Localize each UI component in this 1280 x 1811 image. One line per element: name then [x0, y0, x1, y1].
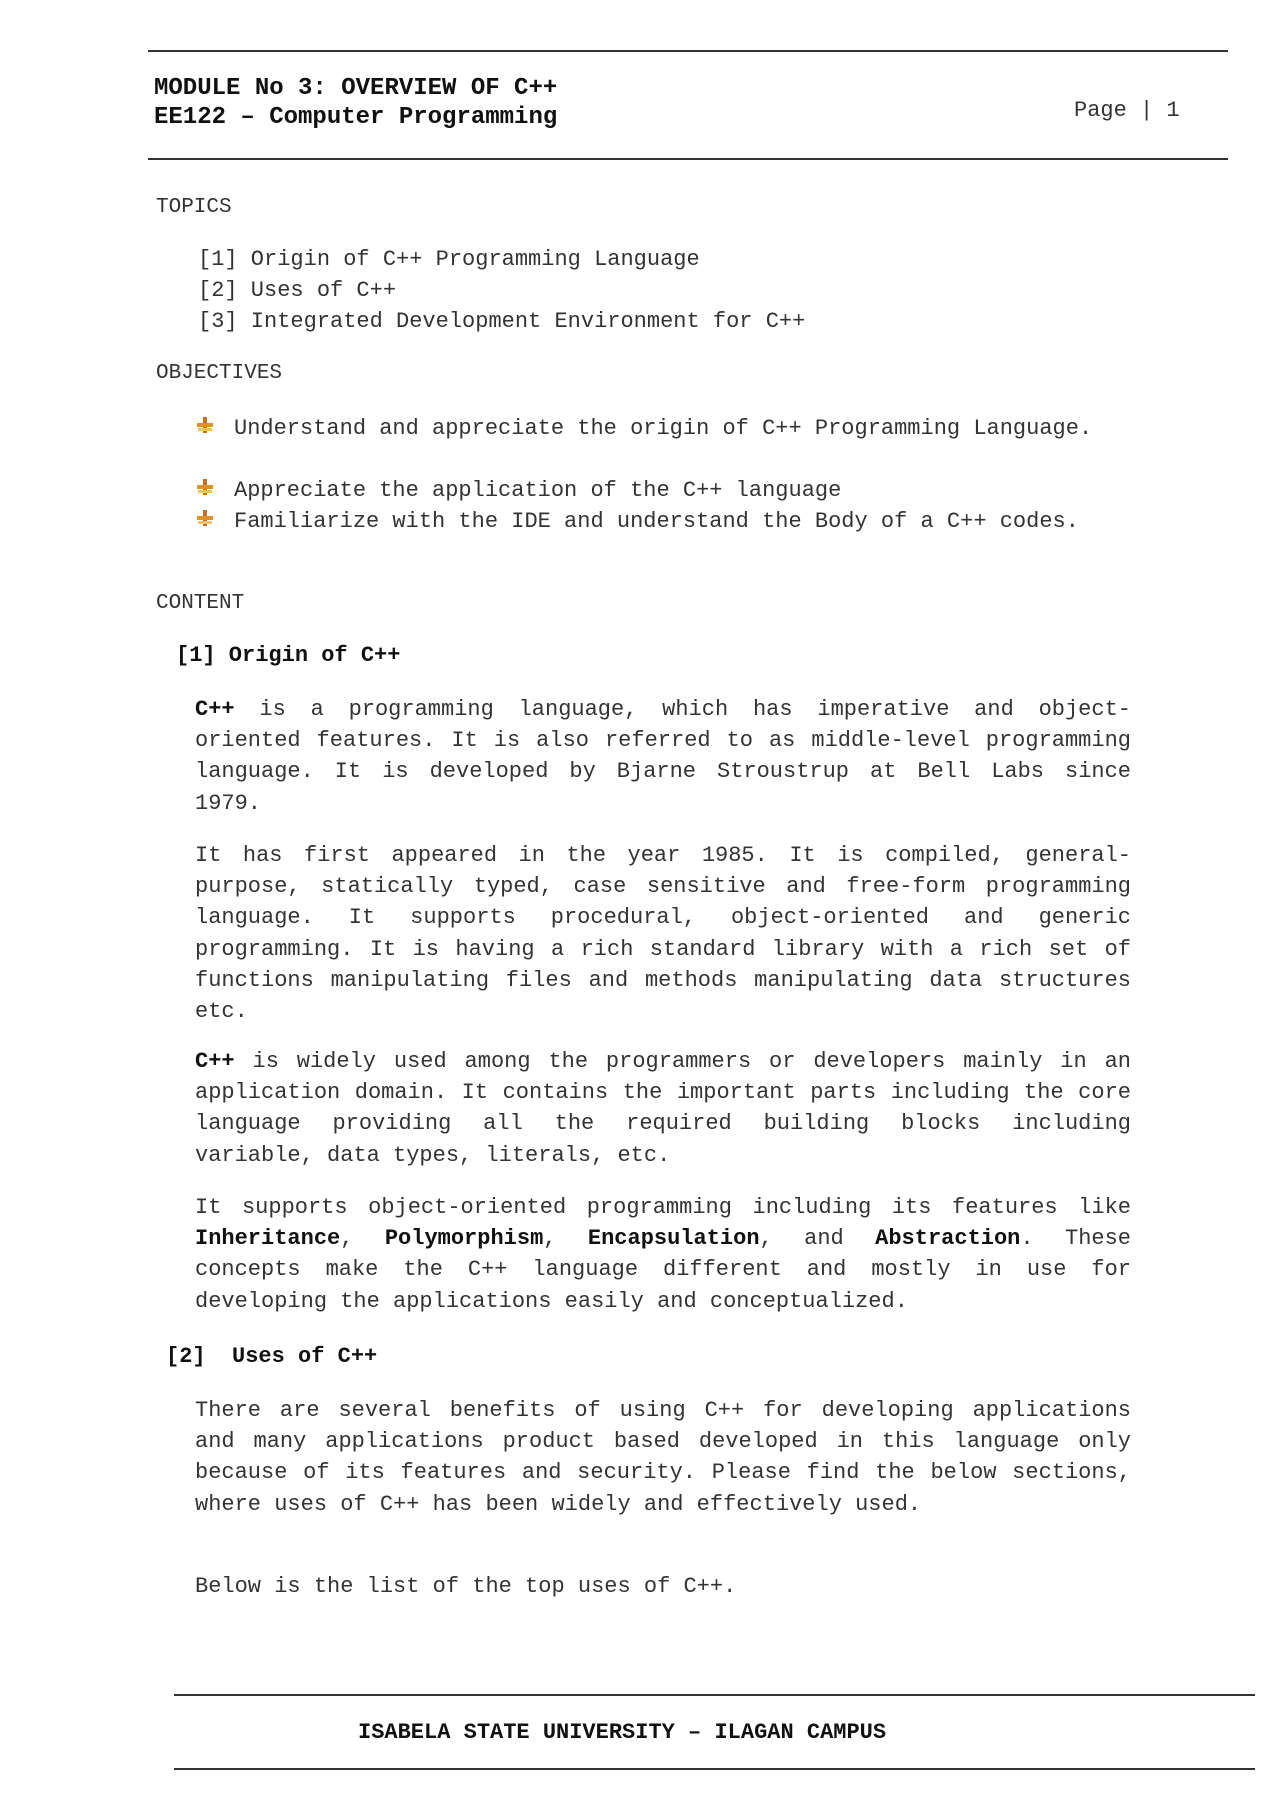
topic-item: [2] Uses of C++: [198, 278, 397, 303]
section-uses-title: [2] Uses of C++: [166, 1344, 378, 1369]
footer-bottom-rule: [174, 1768, 1255, 1770]
feature-polymorphism: Polymorphism: [384, 1226, 544, 1252]
header-top-rule: [148, 50, 1228, 52]
cpp-term: C++: [195, 1049, 235, 1074]
uses-paragraph-2: Below is the list of the top uses of C++.: [195, 1574, 737, 1599]
page-number: Page | 1: [1074, 98, 1180, 123]
objective-text: Familiarize with the IDE and understand the Body of a C++ codes.: [234, 509, 1079, 534]
topic-item: [3] Integrated Development Environment for C++: [198, 309, 806, 334]
topic-item: [1] Origin of C++ Programming Language: [198, 247, 700, 272]
objective-item: [196, 506, 1096, 537]
footer-top-rule: [174, 1694, 1255, 1696]
objectives-heading: OBJECTIVES: [156, 362, 283, 385]
topics-heading: TOPICS: [156, 196, 232, 219]
cpp-term: C++: [195, 697, 235, 722]
header-bottom-rule: [148, 158, 1228, 160]
objective-item: [196, 413, 1096, 444]
objective-text: Appreciate the application of the C++ language: [234, 478, 842, 503]
origin-paragraph-3: C++ is widely used among the programmers or developers mainly in an application domain. It contains the important parts including the core language providing all the required building blocks including variable, data types, literals, etc.: [195, 1049, 1131, 1168]
feature-inheritance: Inheritance: [195, 1226, 341, 1252]
section-origin-title: [1] Origin of C++: [176, 643, 401, 668]
origin-paragraph-1: C++ is a programming language, which has imperative and object-oriented features. It is also referred to as middle-level programming language. It is developed by Bjarne Stroustrup at Bell Labs since 1979.: [195, 697, 1131, 816]
feature-abstraction: Abstraction: [875, 1226, 1021, 1252]
course-title: EE122 – Computer Programming: [154, 104, 558, 131]
content-heading: CONTENT: [156, 592, 245, 615]
pin-bullet-icon: [196, 416, 214, 434]
objective-item: [196, 475, 1096, 506]
objective-text: Understand and appreciate the origin of C++ Programming Language.: [234, 416, 1093, 441]
pin-bullet-icon: [196, 478, 214, 496]
pin-bullet-icon: [196, 509, 214, 527]
origin-paragraph-2: It has first appeared in the year 1985. It is compiled, general-purpose, statically typed, case sensitive and free-form programming language. It supports procedural, object-oriented and generic programming. It is having a rich standard library with a rich set of functions manipulating files and methods manipulating data structures etc.: [195, 843, 1131, 1025]
institution-footer: ISABELA STATE UNIVERSITY – ILAGAN CAMPUS: [358, 1720, 887, 1745]
origin-paragraph-4: It supports object-oriented programming including its features like Inheritance, Polymorphism, Encapsulation, and Abstraction. These concepts make the C++ language different and mostly in use for developing the applications easily and conceptualized.: [195, 1195, 1132, 1314]
uses-paragraph-1: There are several benefits of using C++ for developing applications and many applications product based developed in this language only because of its features and security. Please find the below sections, where uses of C++ has been widely and effectively used.: [195, 1398, 1131, 1517]
feature-encapsulation: Encapsulation: [587, 1226, 760, 1252]
module-title: MODULE No 3: OVERVIEW OF C++: [154, 75, 558, 102]
